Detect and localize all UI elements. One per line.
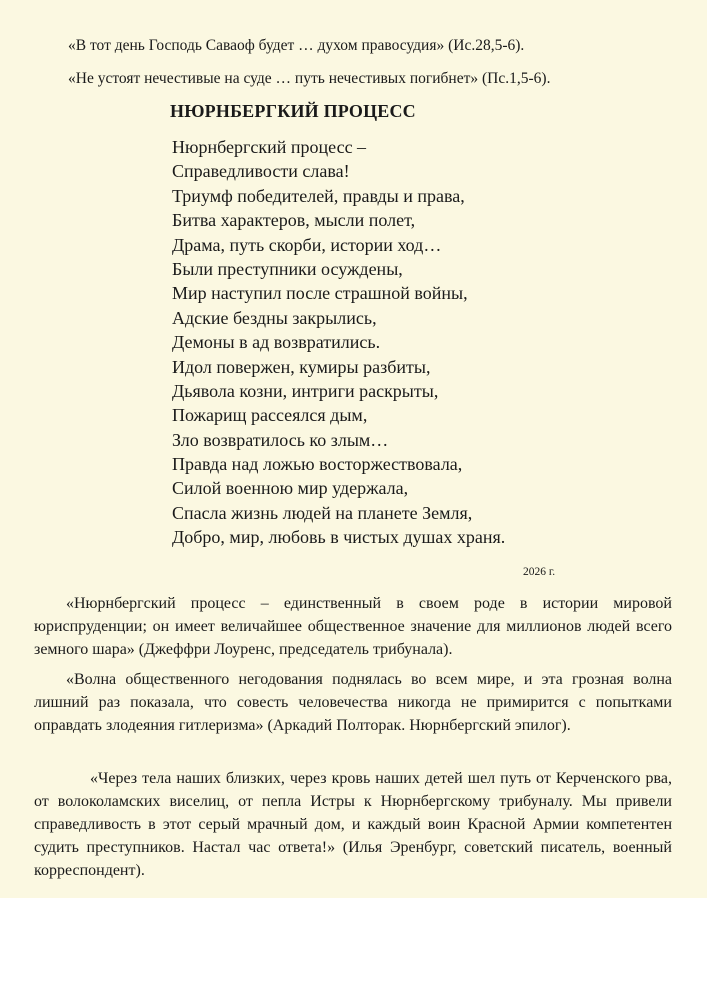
epigraph-psalm: «Не устоят нечестивые на суде … путь нечестивых погибнет» (Пс.1,5-6).	[68, 70, 551, 87]
poem-line: Битва характеров, мысли полет,	[172, 210, 416, 231]
poem-line: Адские бездны закрылись,	[172, 307, 377, 328]
quote-lawrence: «Нюрнбергский процесс – единственный в своем роде в истории мировой юриспруденции; он имеет величайшее общественное значение для миллионов людей всего земного шара» (Джеффри Лоуренс, председатель трибунала).	[34, 595, 672, 658]
poem-line: Правда над ложью восторжествовала,	[172, 454, 463, 475]
poem-line: Добро, мир, любовь в чистых душах храня.	[172, 527, 506, 548]
poem-line: Зло возвратилось ко злым…	[172, 429, 389, 450]
quote-poltorak: «Волна общественного негодования поднялась во всем мире, и эта грозная волна лишний раз показала, что совесть человечества никогда не примирится с попытками оправдать злодеяния гитлеризма» (Аркадий Полторак. Нюрнбергский эпилог).	[34, 671, 672, 734]
epigraph-isaiah: «В тот день Господь Саваоф будет … духом правосудия» (Ис.28,5-6).	[68, 37, 525, 54]
poem-line: Триумф победителей, правды и права,	[172, 185, 465, 206]
poem-line: Были преступники осуждены,	[172, 258, 403, 279]
quote-ehrenburg: «Через тела наших близких, через кровь наших детей шел путь от Керченского рва, от волоколамских виселиц, от пепла Истры к Нюрнбергскому трибуналу. Мы привели справедливость в этот серый мрачный дом, и каждый воин Красной Армии компетентен судить преступников. Настал час ответа!» (Илья Эренбург, советский писатель, военный корреспондент).	[34, 770, 672, 879]
poem-title: НЮРНБЕРГКИЙ ПРОЦЕСС	[170, 101, 416, 121]
poem-body	[172, 135, 505, 550]
poem-line: Нюрнбергский процесс –	[172, 137, 367, 157]
poem-line: Справедливости слава!	[172, 161, 350, 182]
poem-line: Идол повержен, кумиры разбиты,	[172, 356, 431, 377]
poem-line: Силой военною мир удержала,	[172, 478, 409, 499]
poem-line: Драма, путь скорби, истории ход…	[172, 234, 442, 255]
poem-line: Демоны в ад возвратились.	[172, 332, 381, 353]
poem-line: Пожарищ рассеялся дым,	[172, 405, 368, 426]
poem-line: Спасла жизнь людей на планете Земля,	[172, 502, 473, 523]
poem-line: Мир наступил после страшной войны,	[172, 283, 468, 304]
poem-year: 2026 г.	[523, 566, 556, 578]
poem-line: Дьявола козни, интриги раскрыты,	[172, 380, 439, 401]
